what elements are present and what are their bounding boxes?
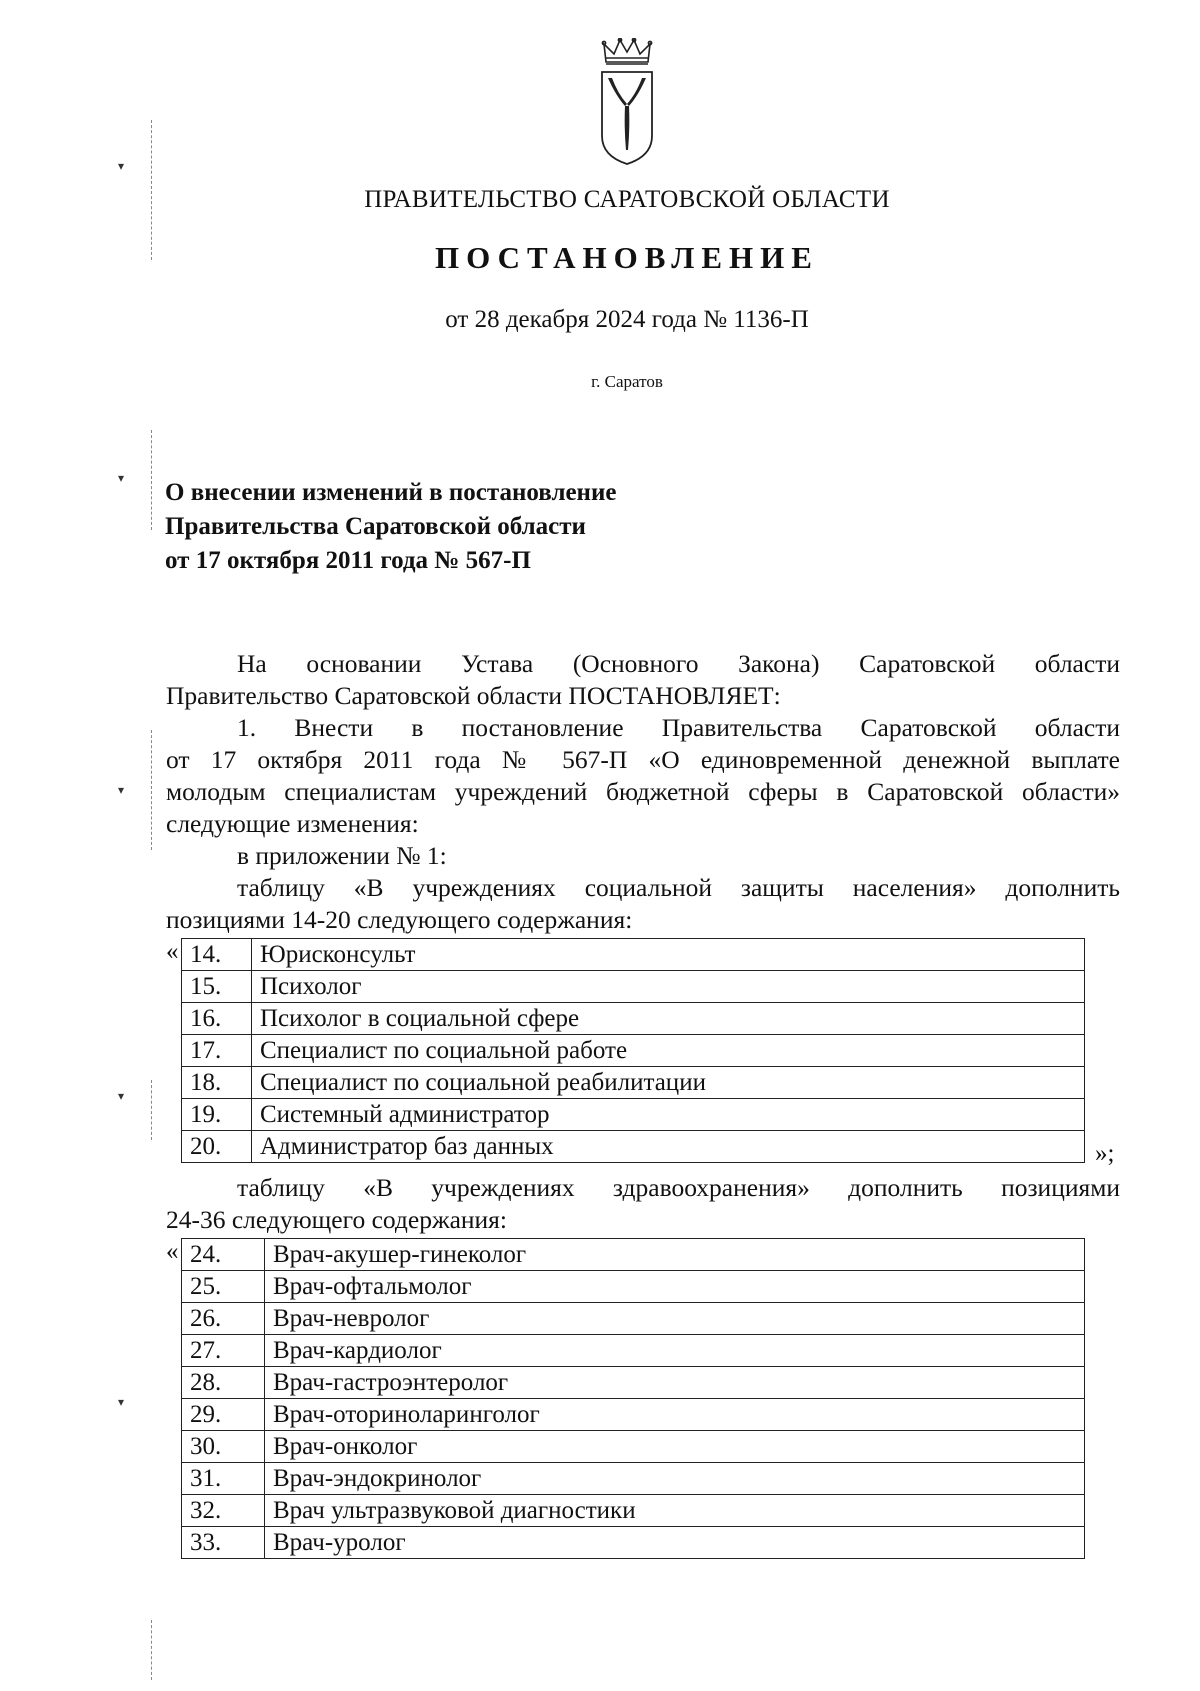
subject-line: О внесении изменений в постановление [165,479,617,506]
position-number-cell: 15. [182,971,252,1003]
text-line: На основании Устава (Основного Закона) Саратовской области [237,649,1120,678]
margin-dash-line [151,1080,152,1140]
government-name: ПРАВИТЕЛЬСТВО САРАТОВСКОЙ ОБЛАСТИ [364,186,890,213]
document-date-number: от 28 декабря 2024 года № 1136-П [445,306,809,333]
table-row [182,1431,1085,1463]
position-name-cell: Специалист по социальной реабилитации [252,1067,1085,1099]
paragraph-social-table [166,872,1120,936]
position-name-cell: Врач-уролог [265,1527,1085,1559]
position-name-cell: Системный администратор [252,1099,1085,1131]
position-number-cell: 24. [182,1239,265,1271]
table-row [182,1399,1085,1431]
position-name-cell: Психолог в социальной сфере [252,1003,1085,1035]
position-number-cell: 14. [182,939,252,971]
text-line: 1. Внести в постановление Правительства Саратовской области [237,713,1120,742]
subject-line: от 17 октября 2011 года № 567-П [165,547,531,574]
saratov-coat-of-arms-icon [594,38,660,166]
position-number-cell: 26. [182,1303,265,1335]
position-name-cell: Врач-эндокринолог [265,1463,1085,1495]
position-number-cell: 27. [182,1335,265,1367]
text-line: следующие изменения: [166,809,419,838]
paragraph-health-table [166,1172,1120,1236]
table-row [182,1035,1085,1067]
position-name-cell: Врач-невролог [265,1303,1085,1335]
position-number-cell: 31. [182,1463,265,1495]
binding-hole-icon: ▾ [118,471,125,485]
text-line: от 17 октября 2011 года № 567-П «О единовременной денежной выплате [166,745,1120,774]
paragraph-appendix [166,840,1120,872]
binding-hole-icon: ▾ [118,1395,125,1409]
table-row [182,1239,1085,1271]
text-line: 24-36 следующего содержания: [166,1205,507,1234]
text-line: таблицу «В учреждениях здравоохранения» дополнить позициями [237,1173,1120,1202]
position-number-cell: 17. [182,1035,252,1067]
table-row [182,1495,1085,1527]
position-number-cell: 20. [182,1131,252,1163]
table-row [182,1367,1085,1399]
table-row [182,1067,1085,1099]
position-number-cell: 28. [182,1367,265,1399]
healthcare-positions-table [181,1238,1085,1559]
position-name-cell: Специалист по социальной работе [252,1035,1085,1067]
table-row [182,1003,1085,1035]
table-row [182,1335,1085,1367]
text-line: в приложении № 1: [237,841,447,870]
table-row [182,1271,1085,1303]
table-row [182,1303,1085,1335]
margin-dash-line [151,430,152,530]
position-name-cell: Врач-оториноларинголог [265,1399,1085,1431]
position-name-cell: Юрисконсульт [252,939,1085,971]
subject-line: Правительства Саратовской области [165,513,586,540]
table-row [182,971,1085,1003]
binding-hole-icon: ▾ [118,1089,125,1103]
table-row [182,1527,1085,1559]
table-close-quote: »; [1095,1140,1115,1167]
binding-hole-icon: ▾ [118,783,125,797]
table-open-quote: « [166,1238,179,1265]
table-row [182,1131,1085,1163]
position-name-cell: Врач-гастроэнтеролог [265,1367,1085,1399]
position-number-cell: 18. [182,1067,252,1099]
document-type-title: ПОСТАНОВЛЕНИЕ [435,240,819,275]
text-line: молодым специалистам учреждений бюджетной сферы в Саратовской области» [166,777,1120,806]
position-number-cell: 29. [182,1399,265,1431]
document-subject [165,476,616,578]
document-city: г. Саратов [591,372,663,391]
paragraph-item-1 [166,712,1120,840]
position-number-cell: 25. [182,1271,265,1303]
position-number-cell: 19. [182,1099,252,1131]
text-line: таблицу «В учреждениях социальной защиты населения» дополнить [237,873,1120,902]
position-number-cell: 32. [182,1495,265,1527]
position-name-cell: Администратор баз данных [252,1131,1085,1163]
table-row [182,1463,1085,1495]
position-name-cell: Врач-кардиолог [265,1335,1085,1367]
position-name-cell: Психолог [252,971,1085,1003]
table-row [182,1099,1085,1131]
margin-dash-line [151,1620,152,1680]
position-name-cell: Врач-онколог [265,1431,1085,1463]
social-protection-positions-table [181,938,1085,1163]
table-open-quote: « [166,938,179,965]
position-number-cell: 30. [182,1431,265,1463]
margin-dash-line [151,730,152,850]
text-line: позициями 14-20 следующего содержания: [166,905,633,934]
position-name-cell: Врач ультразвуковой диагностики [265,1495,1085,1527]
position-name-cell: Врач-офтальмолог [265,1271,1085,1303]
position-number-cell: 16. [182,1003,252,1035]
position-name-cell: Врач-акушер-гинеколог [265,1239,1085,1271]
position-number-cell: 33. [182,1527,265,1559]
paragraph-basis [166,648,1120,712]
table-row [182,939,1085,971]
text-line: Правительство Саратовской области ПОСТАНОВЛЯЕТ: [166,681,781,710]
binding-hole-icon: ▾ [118,159,125,173]
